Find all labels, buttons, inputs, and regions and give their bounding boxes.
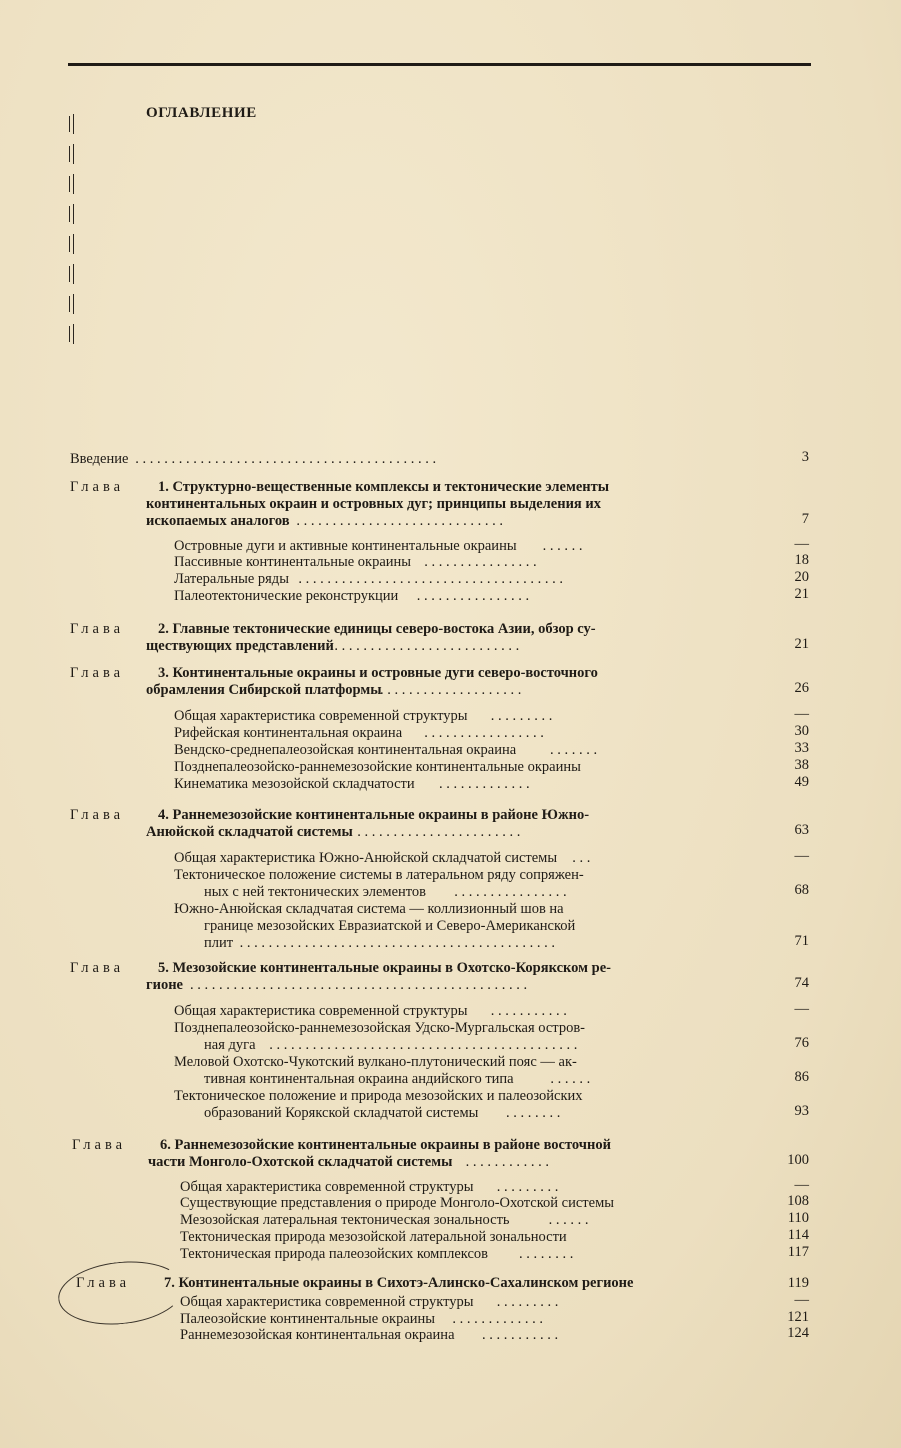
toc-entry: Существующие представления о природе Монголо-Охотской системы [180,1195,614,1211]
leader-dots: . . . . . . . . . . . . . . . . . . . . . . . . . . . . . . . . . . . . . . . . . . [135,451,437,467]
chapter-label: Глава [70,621,125,637]
leader-dots: . . . . . . [542,538,583,554]
toc-entry: Островные дуги и активные континентальные окраины [174,538,517,554]
chapter-title-cont: обрамления Сибирской платформы [146,682,382,698]
leader-dots: . . . . . . . . . . . [490,1003,567,1019]
toc-entry: Тектоническая природа палеозойских комплексов [180,1246,488,1262]
page-number: 110 [787,1210,809,1226]
page-number: 117 [787,1244,809,1260]
toc-entry-cont: ных с ней тектонических элементов [204,884,427,900]
page-number: 119 [787,1275,809,1291]
leader-dots: . . . . . . . [550,742,598,758]
toc-entry: Тектоническая природа мезозойской латеральной зональности [180,1229,567,1245]
page-number: — [794,1001,809,1017]
leader-dots: . . . . . . [548,1212,589,1228]
page-number: 108 [787,1193,809,1209]
pencil-circle-mark [55,1256,187,1331]
leader-dots: . . . . . . . . . [496,1294,559,1310]
toc-entry: Вендско-среднепалеозойская континентальная окраина [174,742,517,758]
page-number: 33 [794,740,809,756]
toc-entry: Тектоническое положение и природа мезозойских и палеозойских [174,1088,583,1104]
page-number: 38 [794,757,809,773]
toc-entry-cont: тивная континентальная окраина андийского типа [204,1071,514,1087]
page-number: 121 [787,1309,809,1325]
page-title: ОГЛАВЛЕНИЕ [146,105,257,121]
toc-entry: Тектоническое положение системы в латеральном ряду сопряжен- [174,867,584,883]
leader-dots: . . . . . . . . [506,1105,561,1121]
toc-entry: Палеозойские континентальные окраины [180,1311,436,1327]
toc-entry: Меловой Охотско-Чукотский вулкано-плутонический пояс — ак- [174,1054,577,1070]
page-number: 26 [794,680,809,696]
page-number: 76 [794,1035,809,1051]
chapter-title-cont: гионе [146,977,183,993]
leader-dots: . . . . . . . . . . . . . . . . . . . . . . . . . . [334,638,520,654]
page-number: — [794,1292,809,1308]
toc-entry: Латеральные ряды [174,571,289,587]
margin-mark [66,322,80,352]
page-number: 63 [794,822,809,838]
page-number: — [794,706,809,722]
toc-entry-cont: плит [204,935,234,951]
page-number: 30 [794,723,809,739]
chapter-title-cont: ществующих представлений [146,638,334,654]
toc-entry: Общая характеристика современной структуры [180,1179,474,1195]
toc-entry: Мезозойская латеральная тектоническая зональность [180,1212,510,1228]
chapter-label: Глава [70,960,125,976]
toc-entry: Общая характеристика современной структуры [174,708,468,724]
leader-dots: . . . . . . . . . . . . . . . . . . . . . . . . . . . . . . . . . . . . . . . . . . . [269,1037,578,1053]
margin-mark [66,262,80,292]
margin-mark [66,202,80,232]
toc-entry: Общая характеристика Южно-Анюйской складчатой системы [174,850,558,866]
page-number: — [794,848,809,864]
toc-entry: Рифейская континентальная окраина [174,725,403,741]
chapter-title: 1. Структурно-вещественные комплексы и тектонические элементы [158,479,610,495]
chapter-title-cont: континентальных окраин и островных дуг; принципы выделения их [146,496,602,512]
page-number: 86 [794,1069,809,1085]
leader-dots: . . . . . . . . . [490,708,553,724]
margin-marks [66,112,80,352]
leader-dots: . . . . . . . . . . . . . . . . . [424,725,544,741]
chapter-title-cont: части Монголо-Охотской складчатой системы [148,1154,453,1170]
page-number: — [794,536,809,552]
toc-entry: Кинематика мезозойской складчатости [174,776,415,792]
page-number: 71 [794,933,809,949]
leader-dots: . . . . . . . . . . . . . . . . [424,554,537,570]
leader-dots: . . . . . . . . . . . [482,1327,559,1343]
margin-mark [66,142,80,172]
page-number: 124 [787,1325,809,1341]
page-number: 7 [801,511,809,527]
leader-dots: . . . . . . . . . . . . . . . . . . . . . . . . . . . . . . . . . . . . . . . . . . . . [239,935,555,951]
page-number: 93 [794,1103,809,1119]
chapter-title: 4. Раннемезозойские континентальные окраины в районе Южно- [158,807,590,823]
page-number: 49 [794,774,809,790]
chapter-label: Глава [70,479,125,495]
page-number: 18 [794,552,809,568]
chapter-label: Глава [72,1137,127,1153]
toc-entry: Общая характеристика современной структуры [180,1294,474,1310]
chapter-title-cont: Анюйской складчатой системы [146,824,353,840]
margin-mark [66,232,80,262]
toc-entry: Южно-Анюйская складчатая система — коллизионный шов на [174,901,564,917]
chapter-title-cont: ископаемых аналогов [146,513,290,529]
page-number: 114 [787,1227,809,1243]
leader-dots: . . . . . . . . . . . . [465,1154,549,1170]
leader-dots: . . . [572,850,591,866]
page-number: 3 [801,449,809,465]
toc-entry: Позднепалеозойско-раннемезозойская Удско-Мургальская остров- [174,1020,585,1036]
page-number: — [794,1177,809,1193]
chapter-title: 2. Главные тектонические единицы северо-востока Азии, обзор су- [158,621,596,637]
chapter-label: Глава [76,1275,131,1291]
margin-mark [66,112,80,142]
toc-entry: Позднепалеозойско-раннемезозойские континентальные окраины [174,759,581,775]
top-rule [68,63,811,66]
leader-dots: . . . . . . . . . . . . . [439,776,530,792]
leader-dots: . . . . . . . . . . . . . . . . . . . . . . . . . . . . . . . . . . . . . [298,571,564,587]
leader-dots: . . . . . . . . . . . . . . . . . . . . . . . . . . . . . . . . . . . . . . . . . . . . . . . [190,977,528,993]
toc-entry: Раннемезозойская континентальная окраина [180,1327,455,1343]
leader-dots: . . . . . . . . . . . . . . . . [416,588,530,604]
page-number: 68 [794,882,809,898]
leader-dots: . . . . . . [550,1071,591,1087]
toc-entry-cont: образований Корякской складчатой системы [204,1105,479,1121]
leader-dots: . . . . . . . . . . . . . . . . . . . . . . . [357,824,521,840]
chapter-label: Глава [70,665,125,681]
toc-entry: Палеотектонические реконструкции [174,588,399,604]
margin-mark [66,172,80,202]
toc-entry: Пассивные континентальные окраины [174,554,412,570]
leader-dots: . . . . . . . . . [496,1179,559,1195]
margin-mark [66,292,80,322]
page-number: 100 [787,1152,809,1168]
leader-dots: . . . . . . . . . . . . . [452,1311,544,1327]
chapter-title: 5. Мезозойские континентальные окраины в Охотско-Корякском ре- [158,960,611,976]
chapter-title: 7. Континентальные окраины в Сихотэ-Алинско-Сахалинском регионе [164,1275,634,1291]
leader-dots: . . . . . . . . [519,1246,574,1262]
page-number: 20 [794,569,809,585]
page-number: 74 [794,975,809,991]
page-number: 21 [794,586,809,602]
leader-dots: . . . . . . . . . . . . . . . . [454,884,567,900]
toc-entry-cont: границе мезозойских Евразиатской и Северо-Американской [204,918,576,934]
leader-dots: . . . . . . . . . . . . . . . . . . . . [380,682,522,698]
page-number: 21 [794,636,809,652]
chapter-title: 6. Раннемезозойские континентальные окраины в районе восточной [160,1137,611,1153]
leader-dots: . . . . . . . . . . . . . . . . . . . . . . . . . . . . . [296,513,504,529]
toc-entry: Введение [70,451,129,467]
chapter-label: Глава [70,807,125,823]
toc-entry-cont: ная дуга [204,1037,256,1053]
toc-entry: Общая характеристика современной структуры [174,1003,468,1019]
chapter-title: 3. Континентальные окраины и островные дуги северо-восточного [158,665,598,681]
